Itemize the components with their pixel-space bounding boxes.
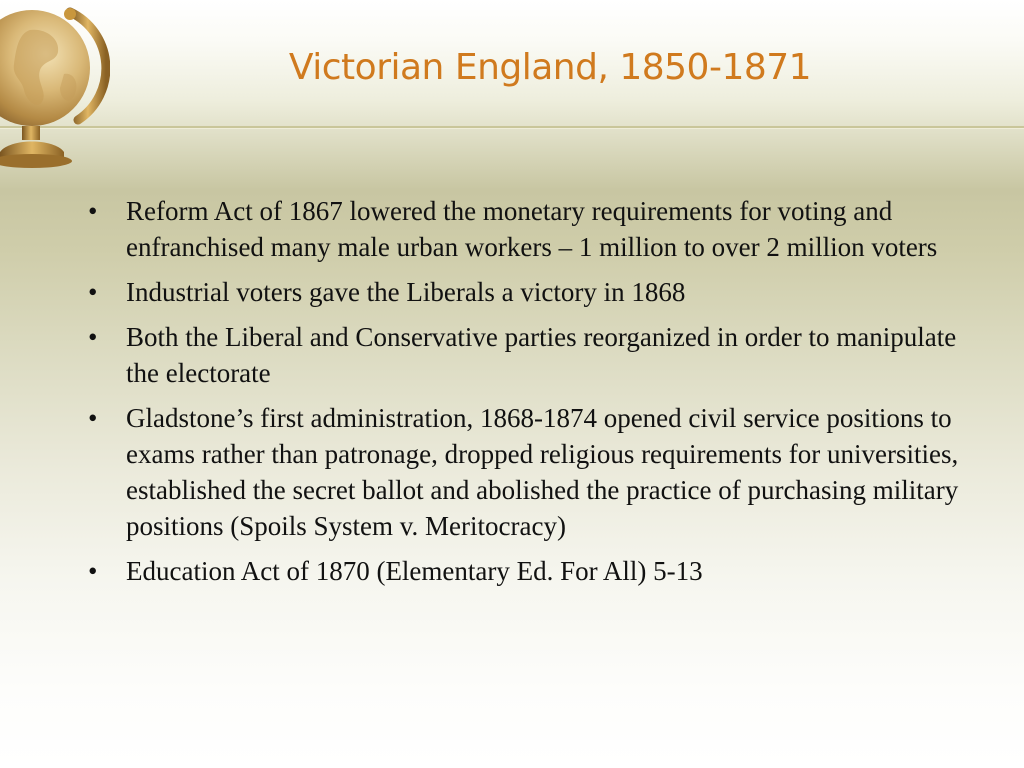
globe-icon	[0, 0, 110, 175]
list-item	[88, 400, 968, 544]
bullet-marker: •	[88, 322, 98, 352]
bullet-text: Both the Liberal and Conservative parties reorganized in order to manipulate the electorate	[126, 322, 957, 388]
bullet-text: Education Act of 1870 (Elementary Ed. For All) 5-13	[126, 556, 703, 586]
bullet-marker: •	[88, 277, 98, 307]
list-item	[88, 193, 968, 265]
list-item	[88, 319, 968, 391]
bullet-text: Reform Act of 1867 lowered the monetary requirements for voting and enfranchised many male urban workers – 1 million to over 2 million voters	[126, 196, 938, 262]
bullet-text: Industrial voters gave the Liberals a victory in 1868	[126, 277, 686, 307]
title-divider-highlight	[0, 128, 1024, 129]
bullet-marker: •	[88, 403, 98, 433]
slide-title: Victorian England, 1850-1871	[288, 47, 812, 88]
bullet-list	[88, 193, 968, 598]
bullet-marker: •	[88, 196, 98, 226]
list-item	[88, 274, 968, 310]
bullet-text: Gladstone’s first administration, 1868-1874 opened civil service positions to exams rather than patronage, dropped religious requirements for universities, established the secret ballot and abolished the practice of purchasing military positions (Spoils System v. Meritocracy)	[126, 403, 959, 541]
bullet-marker: •	[88, 556, 98, 586]
list-item	[88, 553, 968, 589]
